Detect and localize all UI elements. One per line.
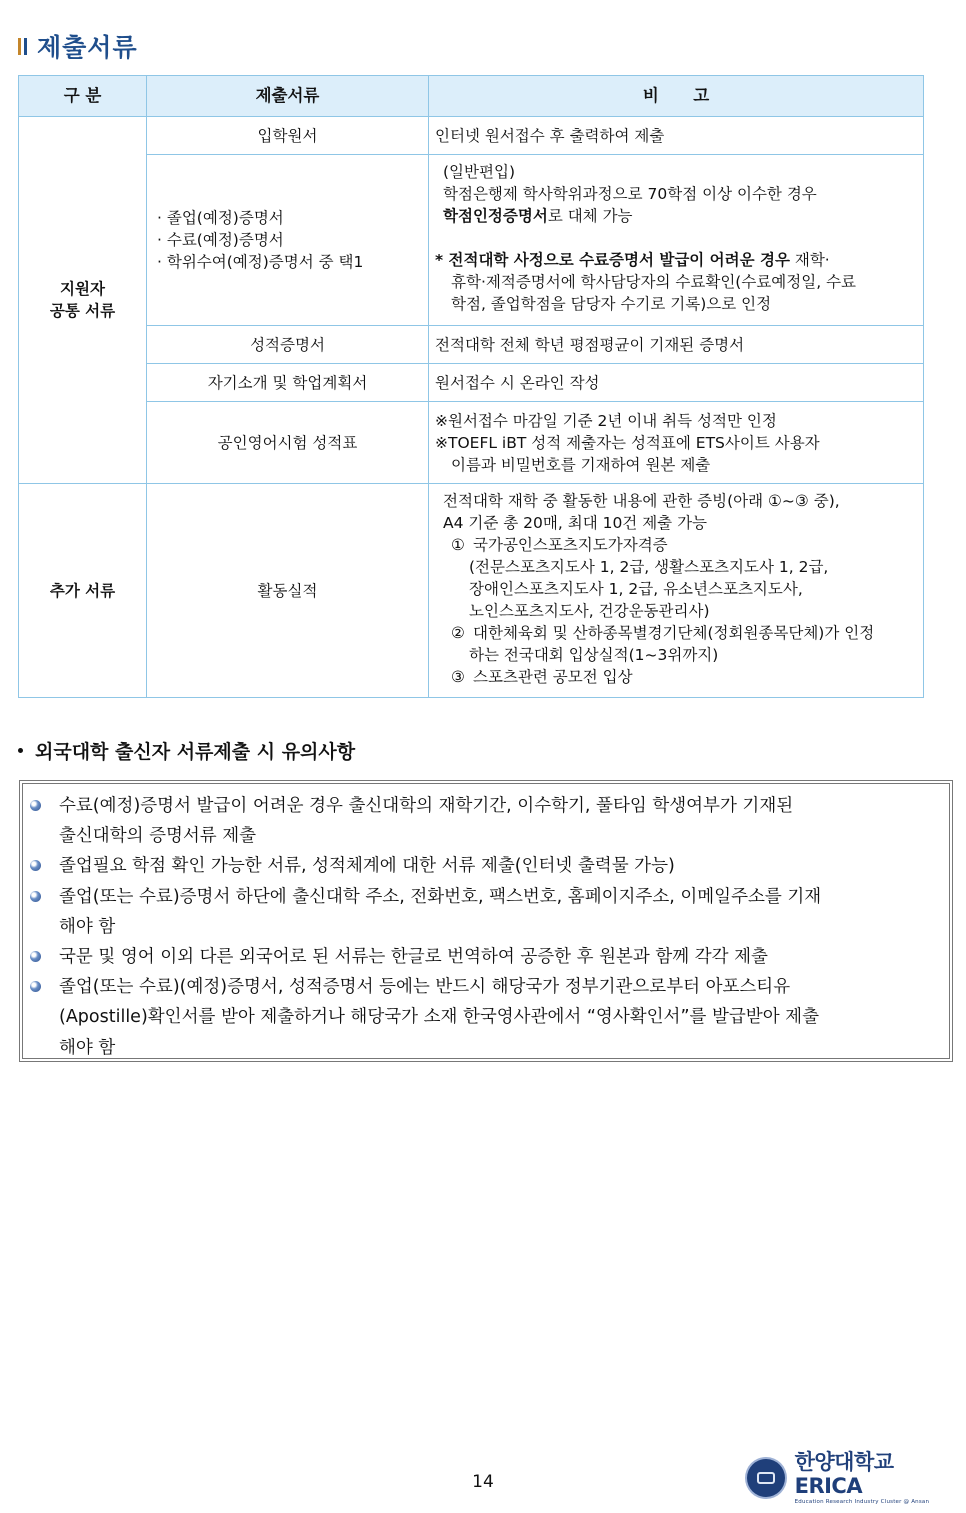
table-row — [19, 364, 924, 402]
title-marker-icon-2 — [24, 38, 27, 55]
note-graduation: (일반편입) 학점은행제 학사학위과정으로 70학점 이상 이수한 경우 학점인정증명서로 대체 가능 * 전적대학 사정으로 수료증명서 발급이 어려운 경우 재학· 휴학·제적증명서에 학사담당자의 수료확인(수료예정일, 수료 학점, 졸업학점을 담당자 수기로 기록)으로 인정 — [429, 155, 924, 326]
title-marker-icon — [18, 38, 21, 55]
table-row — [19, 155, 924, 326]
doc-transcript: 성적증명서 — [147, 326, 429, 364]
list-item: · 졸업(예정)증명서 — [157, 207, 422, 229]
bullet-sphere-icon — [30, 981, 41, 992]
note-self-intro: 원서접수 시 온라인 작성 — [429, 364, 924, 402]
logo-name: 한양대학교 ERICA — [794, 1450, 894, 1498]
doc-graduation-list — [147, 155, 429, 326]
page-number: 14 — [472, 1472, 494, 1492]
bullet-sphere-icon — [30, 860, 41, 871]
header-remarks: 비 고 — [429, 76, 924, 117]
notice-box — [19, 780, 953, 1062]
group-common-label: 지원자 공통 서류 — [19, 117, 147, 484]
note-activities: 전적대학 재학 중 활동한 내용에 관한 증빙(아래 ①~③ 중), A4 기준 총 20매, 최대 10건 제출 가능 ① 국가공인스포츠지도가자격증 (전문스포츠지도사 1, 2급, 생활스포츠지도사 1, 2급, 장애인스포츠지도사 1, 2급, 유소년스포츠지도사, 노인스포츠지도사, 건강운동관리사) ② 대한체육회 및 산하종목별경기단체(정회원종목단체)가 인정 하는 전국대회 입상실적(1~3위까지) ③ 스포츠관련 공모전 입상 — [429, 484, 924, 698]
header-category: 구 분 — [19, 76, 147, 117]
note-transcript: 전적대학 전체 학년 평점평균이 기재된 증명서 — [429, 326, 924, 364]
table-row — [19, 402, 924, 484]
bullet-sphere-icon — [30, 891, 41, 902]
list-item: ② 대한체육회 및 산하종목별경기단체(정회원종목단체)가 인정 — [451, 624, 875, 642]
doc-activities: 활동실적 — [147, 484, 429, 698]
university-seal-icon — [745, 1457, 787, 1499]
list-item: 졸업(또는 수료)증명서 하단에 출신대학 주소, 전화번호, 팩스번호, 홈페이지주소, 이메일주소를 기재 해야 함 — [55, 882, 939, 942]
documents-table — [18, 75, 924, 698]
doc-self-intro: 자기소개 및 학업계획서 — [147, 364, 429, 402]
group-additional-label: 추가 서류 — [19, 484, 147, 698]
section-title — [18, 28, 138, 64]
bullet-dot-icon — [18, 748, 23, 753]
list-item: 졸업(또는 수료)(예정)증명서, 성적증명서 등에는 반드시 해당국가 정부기관으로부터 아포스티유 (Apostille)확인서를 받아 제출하거나 해당국가 소재 한국영사관에서 “영사확인서”를 발급받아 제출 해야 함 — [55, 972, 939, 1063]
list-item: ③ 스포츠관련 공모전 입상 — [451, 668, 633, 686]
list-item: · 수료(예정)증명서 — [157, 229, 422, 251]
university-logo — [745, 1450, 966, 1506]
header-documents: 제출서류 — [147, 76, 429, 117]
note-english-test: ※원서접수 마감일 기준 2년 이내 취득 성적만 인정 ※TOEFL iBT 성적 제출자는 성적표에 ETS사이트 사용자 이름과 비밀번호를 기재하여 원본 제출 — [429, 402, 924, 484]
list-item: ① 국가공인스포츠지도가자격증 — [451, 536, 668, 554]
notice-section-title: 외국대학 출신자 서류제출 시 유의사항 — [18, 737, 355, 764]
bullet-sphere-icon — [30, 951, 41, 962]
list-item: 국문 및 영어 이외 다른 외국어로 된 서류는 한글로 번역하여 공증한 후 원본과 함께 각각 제출 — [55, 942, 939, 972]
list-item: 졸업필요 학점 확인 가능한 서류, 성적체계에 대한 서류 제출(인터넷 출력물 가능) — [55, 851, 939, 881]
list-item: · 학위수여(예정)증명서 중 택1 — [157, 251, 422, 273]
list-item: 수료(예정)증명서 발급이 어려운 경우 출신대학의 재학기간, 이수학기, 풀타임 학생여부가 기재된 출신대학의 증명서류 제출 — [55, 791, 939, 851]
table-row — [19, 117, 924, 155]
doc-english-test: 공인영어시험 성적표 — [147, 402, 429, 484]
table-header-row — [19, 76, 924, 117]
doc-application: 입학원서 — [147, 117, 429, 155]
logo-subtitle: Education Research Industry Cluster @ Ansan — [794, 1499, 930, 1505]
section-title-text: 제출서류 — [37, 33, 138, 62]
table-row — [19, 484, 924, 698]
note-application: 인터넷 원서접수 후 출력하여 제출 — [429, 117, 924, 155]
table-row — [19, 326, 924, 364]
bullet-sphere-icon — [30, 800, 41, 811]
